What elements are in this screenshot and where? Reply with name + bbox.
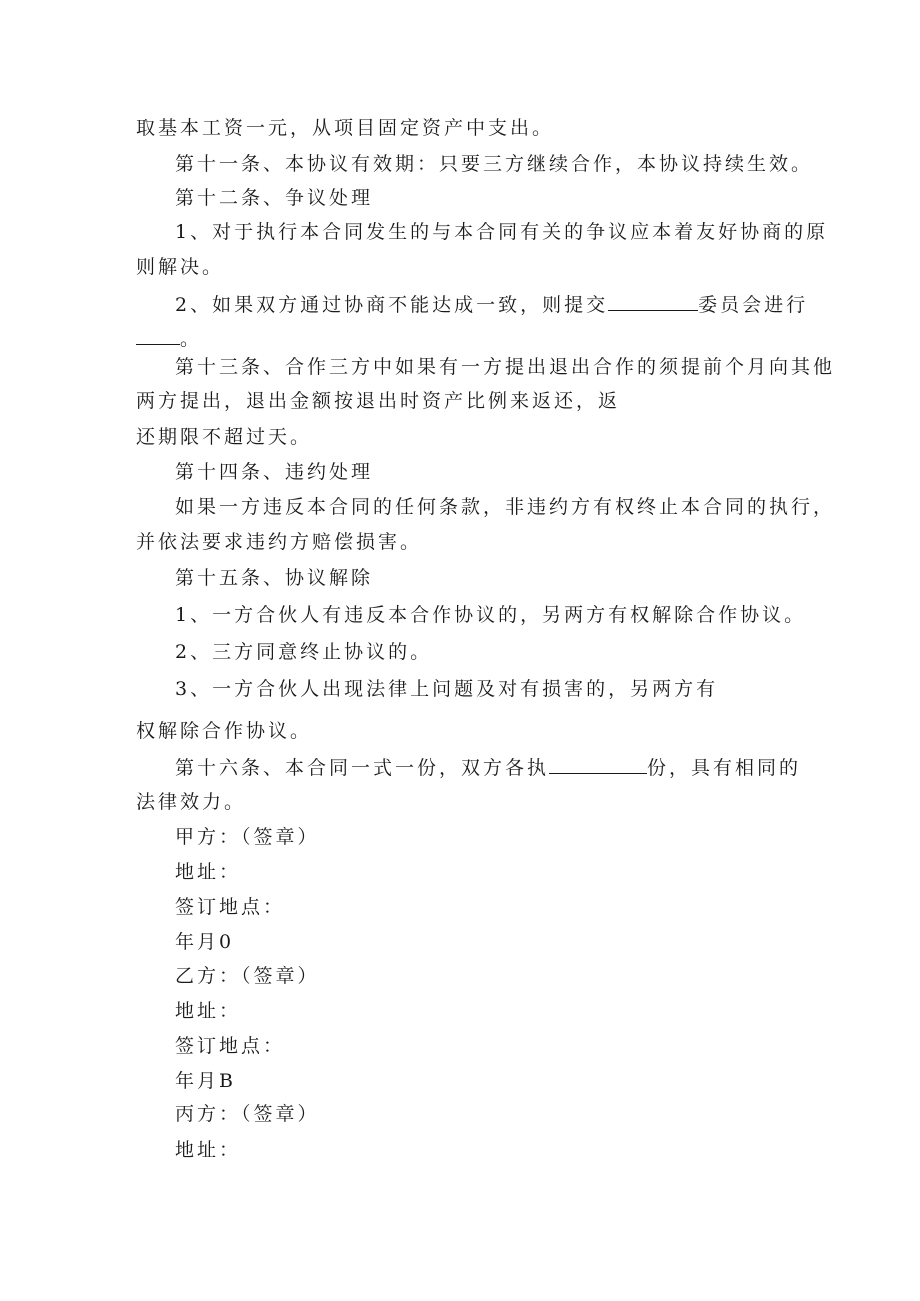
fill-blank: [608, 292, 698, 311]
party-b-place: 签订地点：: [175, 1035, 286, 1057]
text-line: 法律效力。: [136, 791, 247, 813]
party-a-place: 签订地点：: [175, 896, 286, 918]
text-line: 还期限不超过天。: [136, 426, 313, 448]
clause-15-item-2: 2、三方同意终止协议的。: [175, 641, 433, 663]
clause-15-item-3: 3、一方合伙人出现法律上问题及对有损害的，另两方有: [175, 678, 719, 700]
party-a-address: 地址：: [175, 861, 242, 883]
clause-12-heading: 第十二条、争议处理: [175, 187, 374, 209]
clause-16: [175, 755, 801, 780]
fill-blank: [136, 326, 180, 345]
text-segment: 委员会进行: [698, 294, 809, 316]
text-line: [136, 326, 202, 351]
party-c-label: 丙方：（签章）: [175, 1103, 320, 1125]
clause-14-heading: 第十四条、违约处理: [175, 461, 374, 483]
party-a-label: 甲方：（签章）: [175, 826, 320, 848]
text-segment: 份，具有相同的: [647, 757, 802, 779]
text-segment: 。: [180, 328, 203, 350]
party-a-date: 年月0: [175, 931, 235, 953]
text-line: 并依法要求违约方赔偿损害。: [136, 531, 423, 553]
clause-12-item-2: [175, 292, 808, 317]
text-line: 权解除合作协议。: [136, 720, 313, 742]
party-b-date: 年月B: [175, 1070, 236, 1092]
clause-13: 第十三条、合作三方中如果有一方提出退出合作的须提前个月向其他: [175, 356, 836, 378]
text-line: 两方提出，退出金额按退出时资产比例来返还，返: [136, 390, 621, 412]
party-b-label: 乙方：（签章）: [175, 965, 320, 987]
text-segment: 2、如果双方通过协商不能达成一致，则提交: [175, 294, 609, 316]
clause-11: 第十一条、本协议有效期：只要三方继续合作，本协议持续生效。: [175, 153, 814, 175]
clause-15-item-1: 1、一方合伙人有违反本合作协议的，另两方有权解除合作协议。: [175, 604, 807, 626]
text-line: 取基本工资一元，从项目固定资产中支出。: [136, 117, 555, 139]
text-line: 则解决。: [136, 256, 225, 278]
text-segment: 第十六条、本合同一式一份，双方各执: [175, 757, 550, 779]
clause-12-item-1: 1、对于执行本合同发生的与本合同有关的争议应本着友好协商的原: [175, 221, 829, 243]
fill-blank: [549, 755, 647, 774]
party-b-address: 地址：: [175, 1000, 242, 1022]
party-c-address: 地址：: [175, 1139, 242, 1161]
clause-15-heading: 第十五条、协议解除: [175, 567, 374, 589]
clause-14-body: 如果一方违反本合同的任何条款，非违约方有权终止本合同的执行，: [175, 496, 836, 518]
